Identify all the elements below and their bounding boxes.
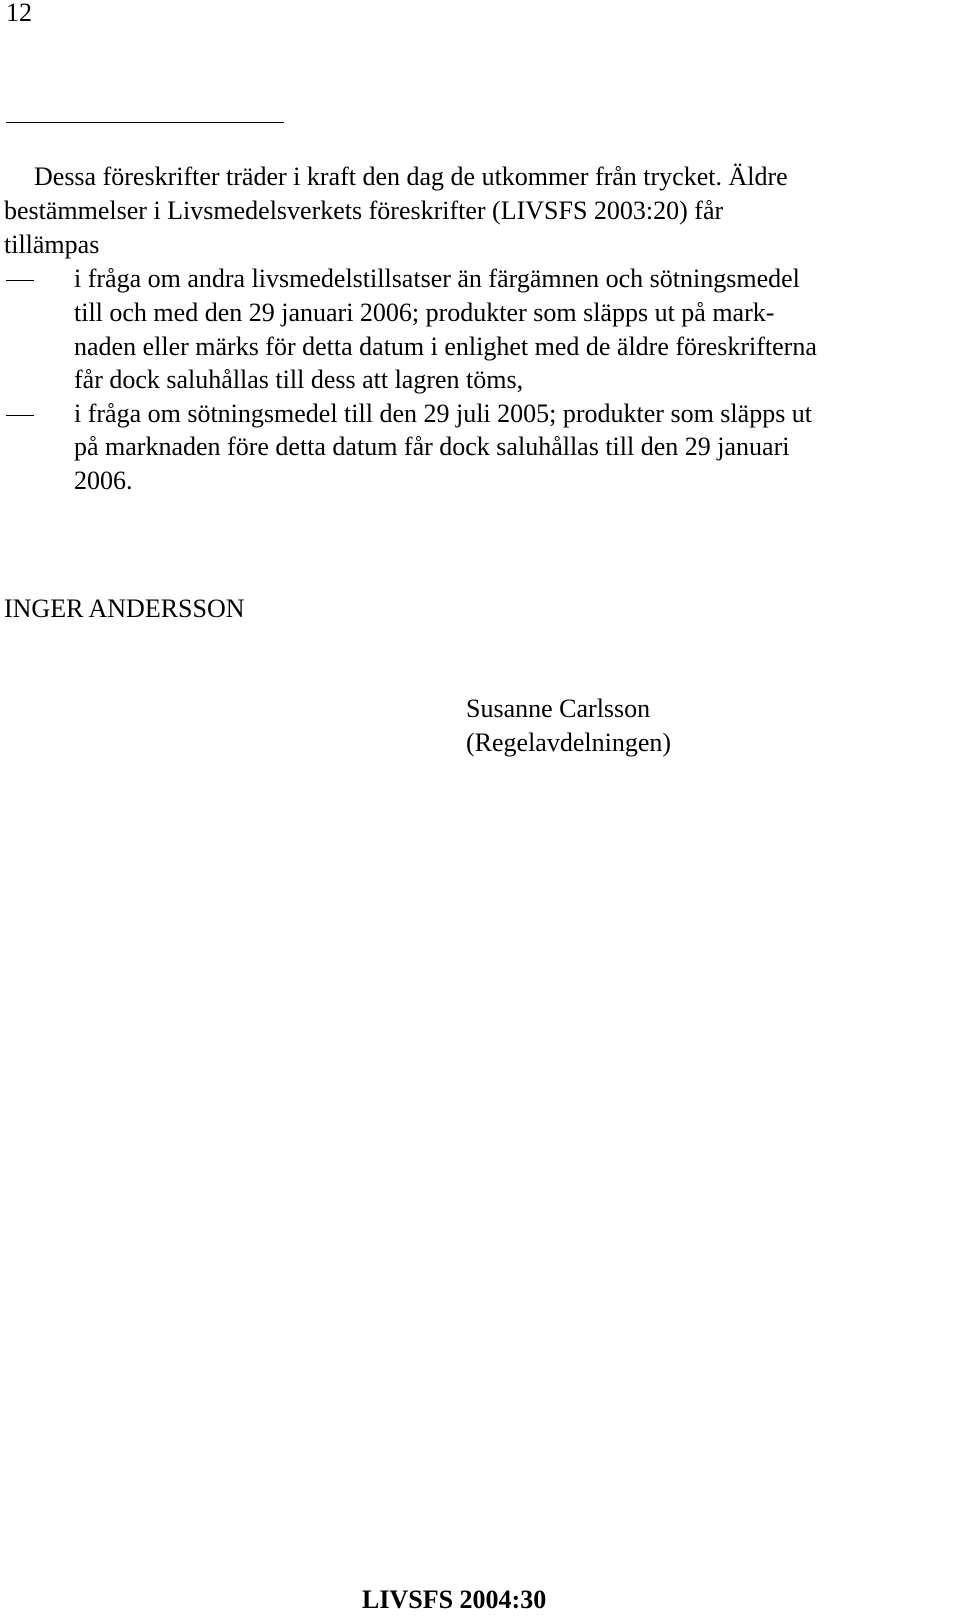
page-number: 12 (6, 0, 32, 27)
bullet-line: till och med den 29 januari 2006; produkter som släpps ut på mark- (74, 298, 775, 327)
dash-marker (6, 415, 34, 416)
bullet-line: 2006. (74, 466, 133, 495)
bullet-line: på marknaden före detta datum får dock saluhållas till den 29 januari (74, 432, 790, 461)
intro-line: bestämmelser i Livsmedelsverkets föreskrifter (LIVSFS 2003:20) får (4, 196, 724, 225)
intro-line: Dessa föreskrifter träder i kraft den dag de utkommer från trycket. Äldre (34, 162, 788, 191)
dash-marker (6, 280, 34, 281)
separator-rule (6, 122, 284, 123)
bullet-line: får dock saluhållas till dess att lagren töms, (74, 365, 524, 394)
bullet-line: naden eller märks för detta datum i enlighet med de äldre föreskrifterna (74, 332, 817, 361)
contact-department: (Regelavdelningen) (466, 728, 672, 757)
bullet-line: i fråga om andra livsmedelstillsatser än färgämnen och sötningsmedel (74, 264, 800, 293)
intro-line: tillämpas (4, 230, 100, 259)
footer-code: LIVSFS 2004:30 (362, 1585, 547, 1614)
bullet-line: i fråga om sötningsmedel till den 29 juli 2005; produkter som släpps ut (74, 399, 813, 428)
contact-name: Susanne Carlsson (466, 694, 651, 723)
signatory-name: INGER ANDERSSON (4, 594, 245, 623)
